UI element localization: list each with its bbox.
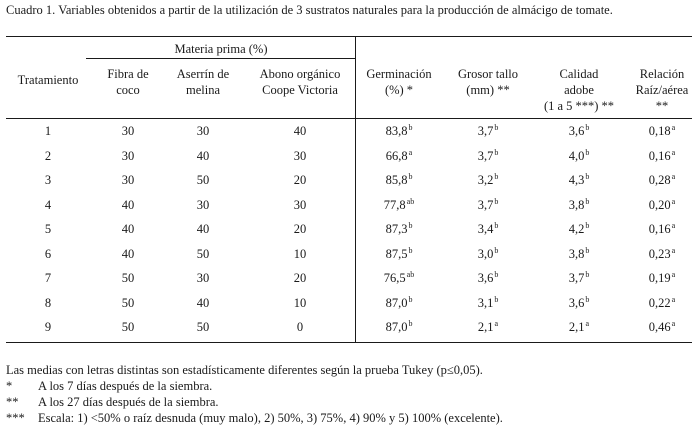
header-abono: Abono orgánico Coope Victoria xyxy=(259,67,341,97)
note-2-mark: ** xyxy=(6,395,19,409)
top-rule xyxy=(6,36,692,37)
cell-fibra: 30 xyxy=(121,124,135,138)
cell-grosor: 2,1$^a$ xyxy=(477,318,499,334)
significance-letter: a xyxy=(671,122,676,132)
cell-calidad: 3,7$^b$ xyxy=(568,269,590,285)
cell-aserrin: 50 xyxy=(196,247,210,261)
cell-abono: 20 xyxy=(293,222,307,236)
cell-relacion: 0,16$^a$ xyxy=(648,220,676,236)
note-3 xyxy=(6,410,694,426)
cell-calidad: 3,8$^b$ xyxy=(568,245,590,261)
cell-fibra: 30 xyxy=(121,149,135,163)
significance-letter: a xyxy=(671,269,676,279)
significance-letter: b xyxy=(494,196,499,206)
significance-letter: b xyxy=(585,220,590,230)
cell-aserrin: 40 xyxy=(196,222,210,236)
cell-fibra: 40 xyxy=(121,222,135,236)
significance-letter: ab xyxy=(406,196,415,206)
group-rule xyxy=(86,58,356,59)
cell-trat: 5 xyxy=(44,222,52,236)
cell-germ: 87,5$^b$ xyxy=(385,245,413,261)
cell-aserrin: 50 xyxy=(196,320,210,334)
cell-abono: 20 xyxy=(293,173,307,187)
significance-letter: b xyxy=(408,171,413,181)
significance-letter: a xyxy=(494,318,499,328)
note-1 xyxy=(6,378,694,394)
cell-calidad: 3,6$^b$ xyxy=(568,122,590,138)
significance-letter: b xyxy=(494,147,499,157)
significance-letter: b xyxy=(585,147,590,157)
significance-letter: b xyxy=(585,294,590,304)
header-aserrin: Aserrín de melina xyxy=(176,67,230,97)
significance-letter: b xyxy=(408,318,413,328)
cell-relacion: 0,19$^a$ xyxy=(648,269,676,285)
significance-letter: b xyxy=(494,171,499,181)
cell-grosor: 3,7$^b$ xyxy=(477,196,499,212)
cell-relacion: 0,16$^a$ xyxy=(648,147,676,163)
cell-fibra: 50 xyxy=(121,296,135,310)
cell-abono: 40 xyxy=(293,124,307,138)
significance-letter: a xyxy=(671,294,676,304)
table-caption: Cuadro 1. Variables obtenidos a partir de la utilización de 3 sustratos naturales para la producción de almácigo de tomate. xyxy=(6,3,613,17)
significance-letter: b xyxy=(494,122,499,132)
cell-abono: 10 xyxy=(293,247,307,261)
cell-calidad: 3,8$^b$ xyxy=(568,196,590,212)
cell-fibra: 30 xyxy=(121,173,135,187)
cell-calidad: 4,3$^b$ xyxy=(568,171,590,187)
significance-letter: a xyxy=(671,245,676,255)
significance-letter: b xyxy=(494,269,499,279)
significance-letter: ab xyxy=(406,269,415,279)
cell-relacion: 0,18$^a$ xyxy=(648,122,676,138)
cell-trat: 8 xyxy=(44,296,52,310)
cell-abono: 30 xyxy=(293,198,307,212)
cell-calidad: 4,0$^b$ xyxy=(568,147,590,163)
cell-aserrin: 50 xyxy=(196,173,210,187)
header-calidad: Calidad adobe (1 a 5 ***) ** xyxy=(543,67,615,113)
cell-fibra: 50 xyxy=(121,320,135,334)
cell-relacion: 0,46$^a$ xyxy=(648,318,676,334)
cell-fibra: 40 xyxy=(121,247,135,261)
cell-aserrin: 40 xyxy=(196,149,210,163)
cell-trat: 2 xyxy=(44,149,52,163)
note-tukey: Las medias con letras distintas son estadísticamente diferentes según la prueba Tukey (p≤0,05). xyxy=(6,363,483,377)
header-grosor: Grosor tallo (mm) ** xyxy=(457,67,519,97)
cell-grosor: 3,7$^b$ xyxy=(477,122,499,138)
significance-letter: b xyxy=(408,220,413,230)
cell-abono: 30 xyxy=(293,149,307,163)
cell-germ: 77,8$^{ab}$ xyxy=(383,196,415,212)
cell-fibra: 50 xyxy=(121,271,135,285)
significance-letter: a xyxy=(671,318,676,328)
cell-calidad: 4,2$^b$ xyxy=(568,220,590,236)
cell-relacion: 0,28$^a$ xyxy=(648,171,676,187)
header-germinacion: Germinación (%) * xyxy=(366,67,432,97)
significance-letter: a xyxy=(408,147,413,157)
group-header: Materia prima (%) xyxy=(174,42,268,56)
significance-letter: b xyxy=(494,220,499,230)
significance-letter: b xyxy=(585,122,590,132)
significance-letter: b xyxy=(408,122,413,132)
table-notes xyxy=(6,362,694,426)
cell-trat: 7 xyxy=(44,271,52,285)
cell-abono: 20 xyxy=(293,271,307,285)
header-bottom-rule xyxy=(6,118,692,119)
cell-trat: 3 xyxy=(44,173,52,187)
bottom-rule xyxy=(6,342,692,343)
significance-letter: b xyxy=(585,196,590,206)
cell-germ: 66,8$^a$ xyxy=(385,147,413,163)
note-3-text: Escala: 1) <50% o raíz desnuda (muy malo), 2) 50%, 3) 75%, 4) 90% y 5) 100% (excelente). xyxy=(38,411,503,425)
cell-grosor: 3,1$^b$ xyxy=(477,294,499,310)
cell-calidad: 3,6$^b$ xyxy=(568,294,590,310)
cell-trat: 4 xyxy=(44,198,52,212)
significance-letter: b xyxy=(585,269,590,279)
cell-relacion: 0,22$^a$ xyxy=(648,294,676,310)
cell-germ: 76,5$^{ab}$ xyxy=(383,269,415,285)
significance-letter: b xyxy=(408,245,413,255)
significance-letter: a xyxy=(671,196,676,206)
cell-relacion: 0,23$^a$ xyxy=(648,245,676,261)
significance-letter: a xyxy=(671,171,676,181)
cell-calidad: 2,1$^a$ xyxy=(568,318,590,334)
cell-aserrin: 40 xyxy=(196,296,210,310)
significance-letter: b xyxy=(585,171,590,181)
cell-trat: 1 xyxy=(44,124,52,138)
significance-letter: a xyxy=(585,318,590,328)
cell-grosor: 3,0$^b$ xyxy=(477,245,499,261)
note-3-mark: *** xyxy=(6,411,25,425)
cell-grosor: 3,2$^b$ xyxy=(477,171,499,187)
header-relacion: Relación Raíz/aérea ** xyxy=(635,67,689,113)
cell-relacion: 0,20$^a$ xyxy=(648,196,676,212)
cell-grosor: 3,6$^b$ xyxy=(477,269,499,285)
note-1-mark: * xyxy=(6,379,13,393)
significance-letter: a xyxy=(671,220,676,230)
cell-trat: 6 xyxy=(44,247,52,261)
cell-aserrin: 30 xyxy=(196,198,210,212)
cell-grosor: 3,4$^b$ xyxy=(477,220,499,236)
cell-germ: 87,3$^b$ xyxy=(385,220,413,236)
significance-letter: b xyxy=(494,294,499,304)
cell-grosor: 3,7$^b$ xyxy=(477,147,499,163)
cell-abono: 10 xyxy=(293,296,307,310)
header-fibra: Fibra de coco xyxy=(107,67,149,97)
note-1-text: A los 7 días después de la siembra. xyxy=(38,379,213,393)
cell-aserrin: 30 xyxy=(196,124,210,138)
significance-letter: b xyxy=(494,245,499,255)
cell-germ: 83,8$^b$ xyxy=(385,122,413,138)
header-tratamiento: Tratamiento xyxy=(17,73,79,87)
cell-germ: 87,0$^b$ xyxy=(385,318,413,334)
cell-aserrin: 30 xyxy=(196,271,210,285)
significance-letter: b xyxy=(585,245,590,255)
note-2 xyxy=(6,394,694,410)
cell-fibra: 40 xyxy=(121,198,135,212)
cell-abono: 0 xyxy=(296,320,304,334)
cell-trat: 9 xyxy=(44,320,52,334)
cell-germ: 85,8$^b$ xyxy=(385,171,413,187)
cell-germ: 87,0$^b$ xyxy=(385,294,413,310)
note-2-text: A los 27 días después de la siembra. xyxy=(38,395,219,409)
significance-letter: b xyxy=(408,294,413,304)
significance-letter: a xyxy=(671,147,676,157)
